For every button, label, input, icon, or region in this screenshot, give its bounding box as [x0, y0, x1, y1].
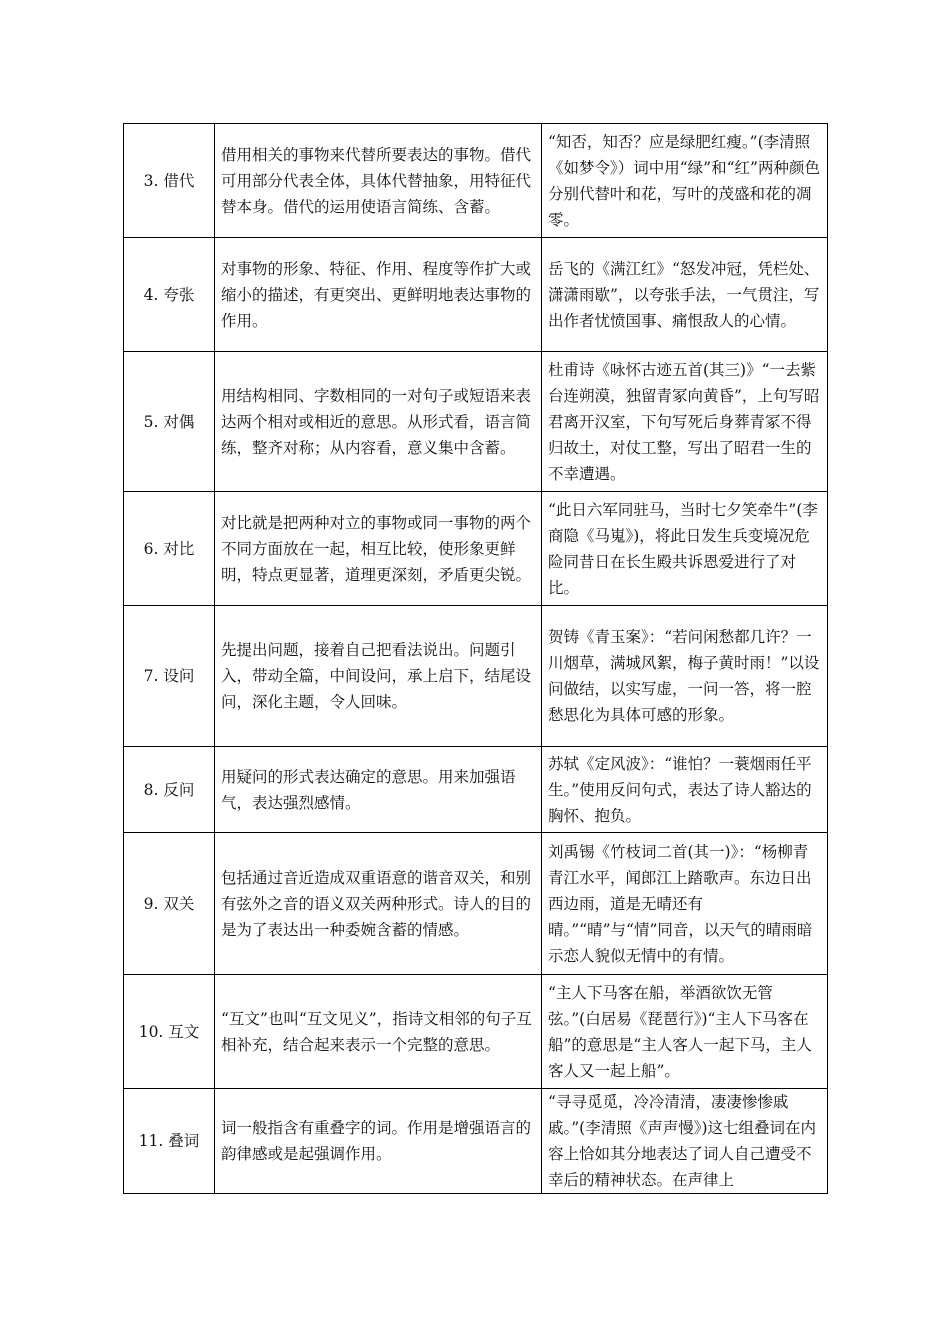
device-description: “互文”也叫“互文见义”，指诗文相邻的句子互相补充，结合起来表示一个完整的意思。 — [215, 975, 542, 1089]
device-name: 9. 双关 — [124, 833, 215, 975]
device-example: 刘禹锡《竹枝词二首(其一)》：“杨柳青青江水平，闻郎江上踏歌声。东边日出西边雨，道是无晴还有晴。”“晴”与“情”同音，以天气的晴雨暗示恋人貌似无情中的有情。 — [542, 833, 828, 975]
device-example: 贺铸《青玉案》：“若问闲愁都几许？一川烟草，满城风絮，梅子黄时雨！”以设问做结，以实写虚，一问一答，将一腔愁思化为具体可感的形象。 — [542, 606, 828, 747]
device-name: 8. 反问 — [124, 747, 215, 833]
device-name: 6. 对比 — [124, 492, 215, 606]
device-name: 3. 借代 — [124, 124, 215, 238]
device-name: 4. 夸张 — [124, 238, 215, 352]
device-example: “主人下马客在船，举酒欲饮无管弦。”(白居易《琵琶行》)“主人下马客在船”的意思是“主人客人一起下马，主人客人又一起上船”。 — [542, 975, 828, 1089]
device-example: 岳飞的《满江红》“怒发冲冠，凭栏处、潇潇雨歇”，以夸张手法，一气贯注，写出作者忧愤国事、痛恨敌人的心情。 — [542, 238, 828, 352]
device-description: 对事物的形象、特征、作用、程度等作扩大或缩小的描述，有更突出、更鲜明地表达事物的作用。 — [215, 238, 542, 352]
table-row — [124, 238, 828, 352]
rhetoric-devices-table — [123, 123, 828, 1194]
device-example: 杜甫诗《咏怀古迹五首(其三)》“一去紫台连朔漠，独留青冢向黄昏”，上句写昭君离开汉室，下句写死后身葬青冢不得归故土，对仗工整，写出了昭君一生的不幸遭遇。 — [542, 352, 828, 492]
device-example: “知否，知否？应是绿肥红瘦。”(李清照《如梦令》）词中用“绿”和“红”两种颜色分别代替叶和花，写叶的茂盛和花的凋零。 — [542, 124, 828, 238]
table-row — [124, 124, 828, 238]
table-row — [124, 747, 828, 833]
device-description: 词一般指含有重叠字的词。作用是增强语言的韵律感或是起强调作用。 — [215, 1089, 542, 1194]
device-name: 7. 设问 — [124, 606, 215, 747]
device-example: 苏轼《定风波》：“谁怕？一蓑烟雨任平生。”使用反问句式，表达了诗人豁达的胸怀、抱负。 — [542, 747, 828, 833]
device-name: 5. 对偶 — [124, 352, 215, 492]
device-description: 用疑问的形式表达确定的意思。用来加强语气，表达强烈感情。 — [215, 747, 542, 833]
table-row — [124, 833, 828, 975]
device-description: 包括通过音近造成双重语意的谐音双关，和别有弦外之音的语义双关两种形式。诗人的目的是为了表达出一种委婉含蓄的情感。 — [215, 833, 542, 975]
device-example: “此日六军同驻马，当时七夕笑牵牛”(李商隐《马嵬》)，将此日发生兵变境况危险同昔日在长生殿共诉恩爱进行了对比。 — [542, 492, 828, 606]
device-example: “寻寻觅觅，冷冷清清，凄凄惨惨戚戚。”(李清照《声声慢》)这七组叠词在内容上恰如其分地表达了词人自己遭受不幸后的精神状态。在声律上 — [542, 1089, 828, 1194]
table-row — [124, 492, 828, 606]
table-row — [124, 606, 828, 747]
device-description: 用结构相同、字数相同的一对句子或短语来表达两个相对或相近的意思。从形式看，语言简练，整齐对称；从内容看，意义集中含蓄。 — [215, 352, 542, 492]
device-description: 借用相关的事物来代替所要表达的事物。借代可用部分代表全体，具体代替抽象，用特征代替本身。借代的运用使语言简练、含蓄。 — [215, 124, 542, 238]
device-name: 10. 互文 — [124, 975, 215, 1089]
table-row — [124, 975, 828, 1089]
device-description: 先提出问题，接着自己把看法说出。问题引入，带动全篇，中间设问，承上启下，结尾设问，深化主题，令人回味。 — [215, 606, 542, 747]
table-row — [124, 352, 828, 492]
table-row — [124, 1089, 828, 1194]
device-description: 对比就是把两种对立的事物或同一事物的两个不同方面放在一起，相互比较，使形象更鲜明，特点更显著，道理更深刻，矛盾更尖锐。 — [215, 492, 542, 606]
device-name: 11. 叠词 — [124, 1089, 215, 1194]
